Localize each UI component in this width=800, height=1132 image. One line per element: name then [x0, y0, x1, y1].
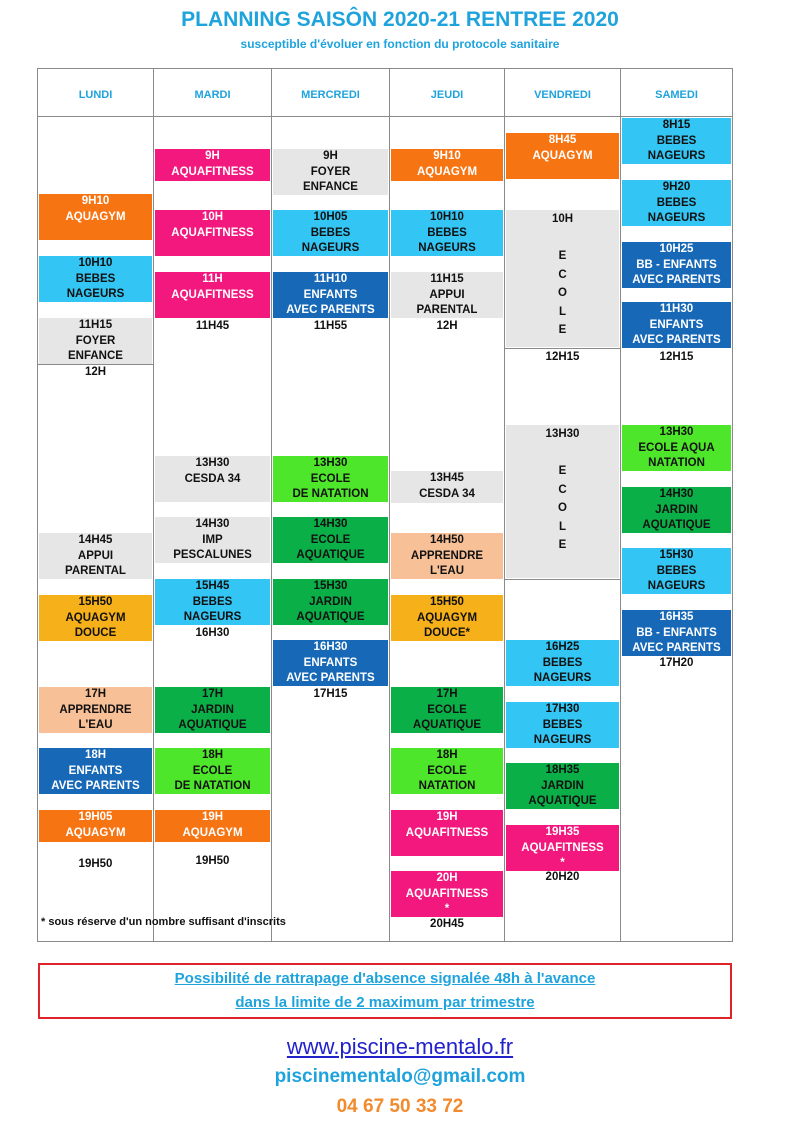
session-line: E: [558, 324, 567, 336]
session-line: AQUAGYM: [532, 149, 593, 162]
session-line: NAGEURS: [533, 672, 592, 684]
session-line: 13H30: [313, 457, 348, 469]
session-line: *: [560, 857, 565, 869]
session-line: NAGEURS: [301, 242, 360, 254]
session-line: AVEC PARENTS: [286, 672, 375, 684]
session-line: 15H30: [659, 549, 694, 561]
session-line: ENFANTS: [649, 318, 704, 331]
session-line: AQUAFITNESS: [405, 887, 489, 900]
email-address[interactable]: piscinementalo@gmail.com: [274, 1066, 526, 1087]
session-line: ECOLE: [310, 472, 351, 485]
session-block: [154, 578, 271, 626]
session-line: BEBES: [542, 718, 583, 731]
session-line: ENFANCE: [68, 350, 123, 362]
session-line: 9H10: [81, 195, 110, 207]
end-time: 16H30: [195, 627, 230, 639]
session-block: [390, 594, 504, 642]
session-line: AQUATIQUE: [642, 519, 711, 531]
session-block: [505, 639, 620, 687]
session-block: [38, 193, 153, 241]
session-line: 17H30: [545, 703, 580, 715]
divider: [505, 579, 620, 580]
session-block: [272, 271, 389, 319]
session-block: [390, 686, 504, 734]
session-block: [38, 809, 153, 843]
notice-line-2: dans la limite de 2 maximum par trimestre: [235, 994, 535, 1011]
session-line: FOYER: [75, 334, 116, 347]
page-title: PLANNING SAISÔN 2020-21 RENTREE 2020: [181, 8, 619, 31]
session-line: 18H: [84, 749, 107, 761]
day-header-mercredi: MERCREDI: [272, 69, 389, 117]
schedule-grid: [37, 68, 733, 942]
session-block: [505, 762, 620, 810]
session-line: NAGEURS: [647, 580, 706, 592]
session-line: NAGEURS: [183, 611, 242, 623]
session-line: 16H25: [545, 641, 580, 653]
session-line: 8H15: [662, 119, 691, 131]
session-block: [154, 747, 271, 795]
session-line: AQUAGYM: [65, 826, 126, 839]
end-time: 12H: [84, 366, 107, 378]
session-block: [621, 241, 732, 289]
website-link[interactable]: www.piscine-mentalo.fr: [286, 1034, 514, 1059]
session-line: DE NATATION: [292, 488, 369, 500]
divider: [38, 364, 153, 365]
page-subtitle: susceptible d'évoluer en fonction du protocole sanitaire: [240, 37, 560, 51]
session-line: BEBES: [75, 272, 116, 285]
session-block: [272, 516, 389, 564]
day-header-lundi: LUNDI: [38, 69, 153, 117]
session-line: ENFANTS: [303, 656, 358, 669]
session-line: BEBES: [310, 226, 351, 239]
session-line: 15H50: [78, 596, 113, 608]
column-mercredi: [272, 69, 390, 941]
session-line: NAGEURS: [533, 734, 592, 746]
session-line: APPRENDRE: [410, 549, 484, 562]
session-line: AVEC PARENTS: [632, 642, 721, 654]
session-block: [154, 455, 271, 503]
end-time: 17H15: [313, 688, 348, 700]
session-line: APPUI: [77, 549, 114, 562]
session-line: 19H05: [78, 811, 113, 823]
end-time: 12H15: [659, 351, 694, 363]
session-line: 9H10: [433, 150, 461, 162]
session-block: [272, 639, 389, 687]
session-line: NATATION: [418, 780, 476, 792]
session-block: [272, 455, 389, 503]
session-line: AQUAFITNESS: [521, 841, 604, 854]
session-block: [154, 809, 271, 843]
session-line: ENFANTS: [303, 288, 358, 301]
session-line: C: [558, 268, 567, 281]
session-line: AVEC PARENTS: [286, 304, 375, 316]
session-line: APPRENDRE: [59, 703, 132, 716]
session-line: AVEC PARENTS: [632, 274, 721, 286]
session-block: [621, 179, 732, 227]
session-line: L'EAU: [78, 719, 113, 731]
session-line: JARDIN: [191, 703, 234, 716]
session-block: [38, 255, 153, 303]
session-block: [621, 424, 732, 472]
session-line: 14H50: [430, 534, 464, 546]
session-line: ECOLE: [192, 764, 233, 777]
session-line: ECOLE: [427, 703, 467, 716]
session-line: 9H20: [662, 181, 691, 193]
session-line: PESCALUNES: [173, 549, 252, 561]
session-block: [621, 609, 732, 657]
session-line: ENFANTS: [68, 764, 123, 777]
session-line: 18H35: [545, 764, 580, 776]
session-line: NATATION: [648, 457, 705, 469]
session-line: C: [558, 483, 567, 496]
session-line: 10H: [201, 211, 224, 223]
session-line: AQUAFITNESS: [171, 226, 254, 239]
session-line: *: [444, 903, 450, 915]
session-line: PARENTAL: [416, 304, 478, 316]
session-block: [621, 486, 732, 534]
session-block: [272, 578, 389, 626]
session-block: [154, 209, 271, 257]
session-line: 15H45: [195, 580, 230, 592]
session-block: [390, 809, 504, 857]
session-line: 10H: [551, 213, 574, 225]
session-line: 9H: [205, 150, 220, 162]
session-line: AQUAFITNESS: [171, 288, 254, 301]
session-line: 13H30: [195, 457, 230, 469]
session-block: [390, 148, 504, 182]
session-line: BEBES: [656, 134, 697, 147]
session-line: 10H25: [659, 243, 694, 255]
session-line: 14H30: [195, 518, 230, 530]
session-block: [390, 209, 504, 257]
session-line: AQUAGYM: [182, 826, 243, 839]
end-time: 12H15: [545, 351, 580, 363]
day-header-samedi: SAMEDI: [621, 69, 732, 117]
session-line: 15H30: [313, 580, 348, 592]
column-lundi: [38, 69, 154, 941]
session-line: 18H: [201, 749, 224, 761]
column-mardi: [154, 69, 272, 941]
footnote: * sous réserve d'un nombre suffisant d'inscrits: [41, 916, 286, 928]
session-line: JARDIN: [309, 595, 352, 608]
session-line: E: [558, 539, 567, 551]
phone-number: 04 67 50 33 72: [336, 1096, 464, 1117]
session-line: 17H: [84, 688, 107, 700]
session-line: 20H: [436, 872, 458, 884]
session-line: AQUAFITNESS: [171, 165, 254, 178]
notice-line-1: Possibilité de rattrapage d'absence signalée 48h à l'avance: [174, 970, 596, 987]
session-line: 11H: [202, 273, 223, 285]
session-block: [154, 271, 271, 319]
session-line: [506, 444, 619, 463]
session-line: 19H: [436, 811, 458, 823]
session-block: [38, 594, 153, 642]
session-line: AQUATIQUE: [178, 719, 247, 731]
makeup-notice: [38, 963, 732, 1019]
session-line: DE NATATION: [174, 780, 251, 792]
ecole-block: [505, 209, 620, 348]
session-line: BEBES: [656, 196, 697, 209]
divider: [505, 348, 620, 349]
session-block: [505, 701, 620, 749]
session-line: JARDIN: [655, 503, 698, 516]
session-line: CESDA 34: [184, 472, 241, 485]
session-line: ENFANCE: [303, 181, 358, 193]
session-line: L'EAU: [429, 565, 465, 577]
session-block: [390, 747, 504, 795]
end-time: 17H20: [659, 657, 694, 669]
session-line: DOUCE*: [423, 627, 470, 639]
session-line: 13H45: [430, 472, 464, 484]
session-line: E: [558, 250, 567, 262]
session-block: [38, 532, 153, 580]
end-time: 20H45: [430, 918, 464, 930]
session-line: FOYER: [310, 165, 351, 178]
session-line: 10H10: [78, 257, 113, 269]
session-line: 17H: [436, 688, 458, 700]
session-line: O: [558, 502, 567, 514]
column-samedi: [621, 69, 732, 941]
session-line: AQUAGYM: [65, 611, 126, 624]
session-line: AQUATIQUE: [412, 719, 482, 731]
session-line: NAGEURS: [66, 288, 125, 300]
session-line: 11H15: [430, 273, 464, 285]
session-line: 16H30: [313, 641, 348, 653]
session-line: CESDA 34: [419, 487, 475, 500]
end-time: 19H50: [78, 858, 113, 870]
session-block: [505, 824, 620, 872]
end-time: 12H: [436, 320, 458, 332]
session-block: [38, 686, 153, 734]
session-line: IMP: [202, 533, 223, 546]
session-line: L: [558, 305, 567, 318]
session-block: [505, 132, 620, 180]
session-block: [390, 870, 504, 918]
column-vendredi: [505, 69, 621, 941]
session-line: NAGEURS: [647, 150, 706, 162]
session-line: 18H: [436, 749, 458, 761]
session-line: NAGEURS: [418, 242, 476, 254]
session-line: E: [558, 465, 567, 477]
session-line: ECOLE: [427, 764, 467, 777]
session-line: AQUATIQUE: [296, 549, 365, 561]
session-line: 11H30: [659, 303, 694, 315]
session-line: ECOLE: [310, 533, 351, 546]
session-line: 14H30: [313, 518, 348, 530]
session-line: AQUATIQUE: [528, 795, 597, 807]
session-line: 15H50: [430, 596, 464, 608]
session-block: [272, 148, 389, 196]
session-line: AVEC PARENTS: [632, 334, 721, 346]
session-line: AQUAGYM: [416, 611, 478, 624]
session-block: [621, 301, 732, 349]
session-line: 13H30: [545, 428, 580, 440]
session-block: [621, 547, 732, 595]
session-block: [272, 209, 389, 257]
day-header-jeudi: JEUDI: [390, 69, 504, 117]
session-block: [154, 148, 271, 182]
session-block: [390, 532, 504, 580]
session-line: BEBES: [656, 564, 697, 577]
session-block: [154, 516, 271, 564]
session-line: AVEC PARENTS: [51, 780, 140, 792]
session-block: [38, 747, 153, 795]
session-line: BEBES: [427, 226, 467, 239]
end-time: 11H55: [313, 320, 348, 332]
session-line: BEBES: [542, 656, 583, 669]
session-line: AQUAGYM: [416, 165, 478, 178]
session-line: BEBES: [192, 595, 233, 608]
session-line: 19H: [201, 811, 224, 823]
session-line: 8H45: [548, 134, 577, 146]
column-jeudi: [390, 69, 505, 941]
day-header-mardi: MARDI: [154, 69, 271, 117]
session-line: 14H45: [78, 534, 113, 546]
session-line: BB - ENFANTS: [636, 626, 717, 639]
session-line: L: [558, 520, 567, 533]
session-line: O: [558, 287, 567, 299]
end-time: 20H20: [545, 871, 580, 883]
ecole-block: [505, 424, 620, 579]
session-block: [154, 686, 271, 734]
session-block: [621, 117, 732, 165]
end-time: 19H50: [195, 855, 230, 867]
session-line: 10H05: [313, 211, 348, 223]
session-line: 11H15: [78, 319, 113, 331]
session-line: DOUCE: [74, 627, 117, 639]
session-line: 14H30: [659, 488, 694, 500]
session-line: NAGEURS: [647, 212, 706, 224]
session-line: APPUI: [429, 288, 465, 301]
session-line: AQUATIQUE: [296, 611, 365, 623]
day-header-vendredi: VENDREDI: [505, 69, 620, 117]
session-line: [506, 229, 619, 248]
session-line: 11H10: [313, 273, 348, 285]
session-line: AQUAFITNESS: [405, 826, 489, 839]
session-line: BB - ENFANTS: [636, 258, 717, 271]
session-line: JARDIN: [541, 779, 584, 792]
session-block: [38, 317, 153, 365]
session-line: 19H35: [545, 826, 580, 838]
session-line: AQUAGYM: [65, 210, 126, 223]
session-line: 17H: [201, 688, 224, 700]
session-line: 10H10: [430, 211, 464, 223]
session-block: [390, 470, 504, 504]
session-line: 16H35: [659, 611, 694, 623]
session-line: 13H30: [659, 426, 694, 438]
session-line: PARENTAL: [65, 565, 126, 577]
session-block: [390, 271, 504, 319]
end-time: 11H45: [195, 320, 230, 332]
session-line: ECOLE AQUA: [638, 441, 715, 454]
session-line: 9H: [323, 150, 338, 162]
